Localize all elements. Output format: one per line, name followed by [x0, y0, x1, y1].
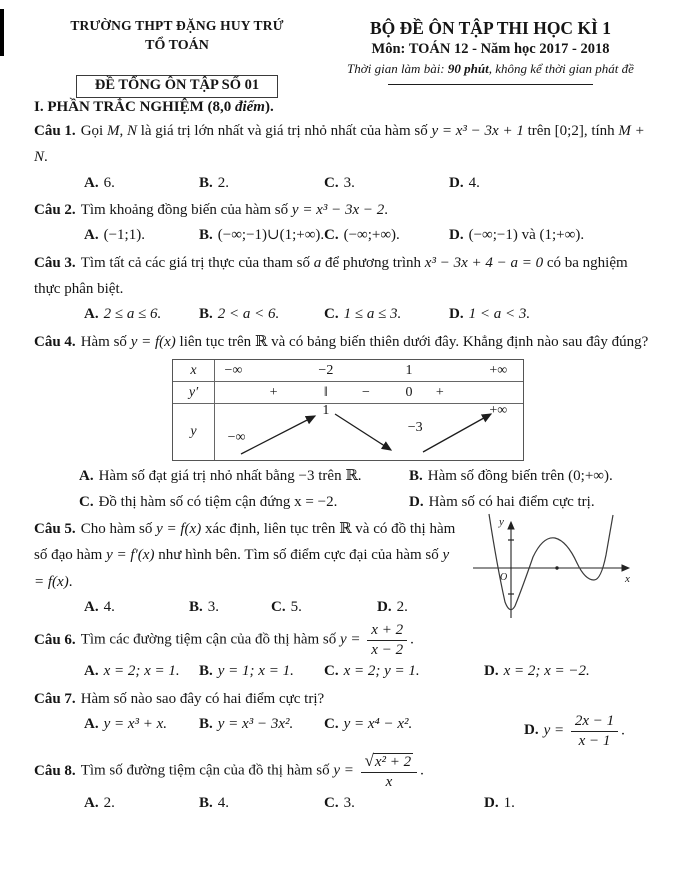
question-number: Câu 7.	[34, 690, 76, 707]
table-row-yprime: y′ + ‖ − 0 +	[173, 382, 523, 404]
option: B. y = 1; x = 1.	[199, 663, 294, 680]
question-3	[34, 250, 655, 328]
option: B. (−∞;−1)∪(1;+∞).	[199, 227, 325, 244]
fraction: $\frac{2x - 1}{x - 1}$	[571, 712, 618, 750]
questions	[0, 116, 683, 817]
fraction-with-radical: $\frac{\text{√x² + 2}}{x}$	[361, 751, 418, 791]
question-number: Câu 5.	[34, 521, 76, 537]
option	[324, 171, 449, 197]
option-text: 6.	[103, 174, 115, 191]
option: B. 3.	[189, 598, 220, 615]
variation-table	[172, 359, 524, 461]
options-row	[34, 223, 655, 249]
question-5	[34, 516, 655, 620]
option: C. 3.	[324, 795, 355, 812]
question-text: Tìm tất cả các giá trị thực của tham số a để phương trình x³ − 3x + 4 − a = 0 có ba nghiệm thực phân biệt.	[34, 254, 628, 297]
question-body: Câu 6. Tìm các đường tiệm cận của đồ thị hàm số y = $\frac{x + 2}{x - 2}$ .	[34, 622, 414, 659]
option-label: A.	[84, 174, 99, 191]
question-number: Câu 1.	[34, 123, 76, 139]
option: C. y = x⁴ − x².	[324, 716, 413, 732]
question-text: Tìm khoảng đồng biến của hàm số y = x³ − 3x − 2.	[80, 202, 388, 218]
y-axis-label: y	[499, 516, 504, 528]
table-row-y: y −∞ 1 −3 +∞	[173, 404, 523, 460]
option: B. 2 < a < 6.	[199, 306, 280, 323]
duration-bold: 90 phút	[447, 61, 489, 76]
question-number: Câu 6.	[34, 631, 76, 648]
exam-subtitle: Môn: TOÁN 12 - Năm học 2017 - 2018	[371, 41, 610, 57]
option: A. 2.	[84, 795, 115, 812]
question-body	[34, 329, 655, 355]
exam-title: BỘ ĐỀ ÔN TẬP THI HỌC KÌ 1	[369, 18, 611, 38]
origin-label: O	[500, 572, 508, 583]
option: C. 5.	[271, 598, 302, 615]
question-4	[34, 329, 655, 515]
radical-sign: √	[364, 751, 374, 770]
exam-duration: Thời gian làm bài: 90 phút, không kể thời gian phát đề	[347, 61, 634, 76]
question-8	[34, 751, 655, 817]
option: A. (−1;1).	[84, 227, 145, 244]
fprime-curve	[489, 514, 613, 610]
question-text: Tìm số đường tiệm cận của đồ thị hàm số y =	[80, 762, 358, 779]
question-number: Câu 4.	[34, 333, 76, 350]
exam-number-box: ĐỀ TỔNG ÔN TẬP SỐ 01	[76, 75, 278, 98]
option: B. Hàm số đồng biến trên (0;+∞).	[409, 468, 613, 484]
option: D. Hàm số có hai điểm cực trị.	[409, 493, 595, 510]
question-body	[34, 516, 458, 595]
option-text: 2.	[217, 174, 230, 191]
x-tick-dot	[555, 566, 558, 569]
row-label: x	[173, 360, 215, 381]
question-body	[34, 197, 655, 223]
option-text: 3.	[343, 174, 355, 191]
option: D. 1.	[484, 795, 515, 812]
question-1	[34, 118, 655, 196]
question-number: Câu 8.	[34, 762, 76, 779]
options-row	[34, 791, 655, 817]
question-7	[34, 686, 655, 750]
option-label: B.	[199, 174, 213, 191]
table-row-x: x −∞ −2 1 +∞	[173, 360, 523, 382]
question-body	[34, 686, 655, 712]
row-label: y	[173, 404, 215, 460]
option-text: 4.	[468, 174, 480, 191]
options-row	[34, 171, 655, 197]
option: D. (−∞;−1) và (1;+∞).	[449, 227, 585, 244]
question-text: Hàm số y = f(x) liên tục trên ℝ và có bảng biến thiên dưới đây. Khẳng định nào sau đây đúng?	[80, 333, 649, 350]
option: B. y = x³ − 3x².	[199, 716, 294, 732]
derivative-graph	[467, 510, 643, 622]
options-row	[34, 712, 655, 750]
variation-arrows	[215, 404, 523, 460]
question-text: Tìm các đường tiệm cận của đồ thị hàm số y =	[80, 631, 365, 648]
option: A. Hàm số đạt giá trị nhỏ nhất bằng −3 trên ℝ.	[79, 468, 362, 484]
option	[449, 171, 655, 197]
option: C. Đồ thị hàm số có tiệm cận đứng x = −2.	[79, 493, 338, 510]
question-number: Câu 2.	[34, 202, 76, 218]
option: A. x = 2; x = 1.	[84, 663, 180, 680]
question-body	[34, 250, 655, 303]
option: A. y = x³ + x.	[84, 716, 168, 732]
x-axis-label: x	[625, 573, 630, 585]
fraction: $\frac{x + 2}{x - 2}$	[367, 621, 407, 659]
option: D. y = $\frac{2x - 1}{x - 1}$ .	[524, 713, 625, 749]
section-heading: I. PHẦN TRẮC NGHIỆM (8,0 điểm).	[34, 99, 274, 115]
option: B. 4.	[199, 795, 230, 812]
option	[199, 171, 324, 197]
option-label: D.	[449, 174, 464, 191]
school-name: TRƯỜNG THPT ĐẶNG HUY TRỨ	[70, 18, 284, 33]
header-divider	[388, 84, 593, 85]
question-text: Cho hàm số y = f(x) xác định, liên tục trên ℝ và có đồ thị hàm số đạo hàm y = f′(x) như hình bên. Tìm số điểm cực đại của hàm số y = f(x).	[34, 521, 456, 590]
header-right	[320, 18, 667, 98]
option: D. 1 < a < 3.	[449, 306, 531, 323]
option	[84, 171, 199, 197]
department-name: TỔ TOÁN	[145, 38, 209, 53]
header-left	[34, 18, 320, 98]
options-row	[34, 464, 655, 490]
question-body: Câu 8. Tìm số đường tiệm cận của đồ thị hàm số y = $\frac{\text{√x² + 2}}{x}$ .	[34, 751, 424, 791]
question-text: Gọi M, N là giá trị lớn nhất và giá trị nhỏ nhất của hàm số y = x³ − 3x + 1 trên [0;2], tính M + N.	[34, 123, 645, 166]
option: A. 4.	[84, 598, 115, 615]
question-number: Câu 3.	[34, 254, 76, 271]
header	[0, 0, 683, 98]
option: D. 2.	[377, 598, 408, 615]
option: C. x = 2; y = 1.	[324, 663, 420, 680]
option: D. x = 2; x = −2.	[484, 663, 590, 680]
question-2	[34, 197, 655, 249]
option: C. (−∞;+∞).	[324, 227, 400, 244]
question-text: Hàm số nào sao đây có hai điểm cực trị?	[80, 690, 325, 707]
scan-artifact	[0, 9, 4, 56]
option-label: C.	[324, 174, 339, 191]
question-body	[34, 118, 655, 171]
question-6	[34, 621, 655, 685]
option: C. 1 ≤ a ≤ 3.	[324, 306, 402, 323]
row-label: y′	[173, 382, 215, 403]
options-row	[34, 659, 655, 685]
option: A. 2 ≤ a ≤ 6.	[84, 306, 162, 323]
options-row	[34, 302, 655, 328]
